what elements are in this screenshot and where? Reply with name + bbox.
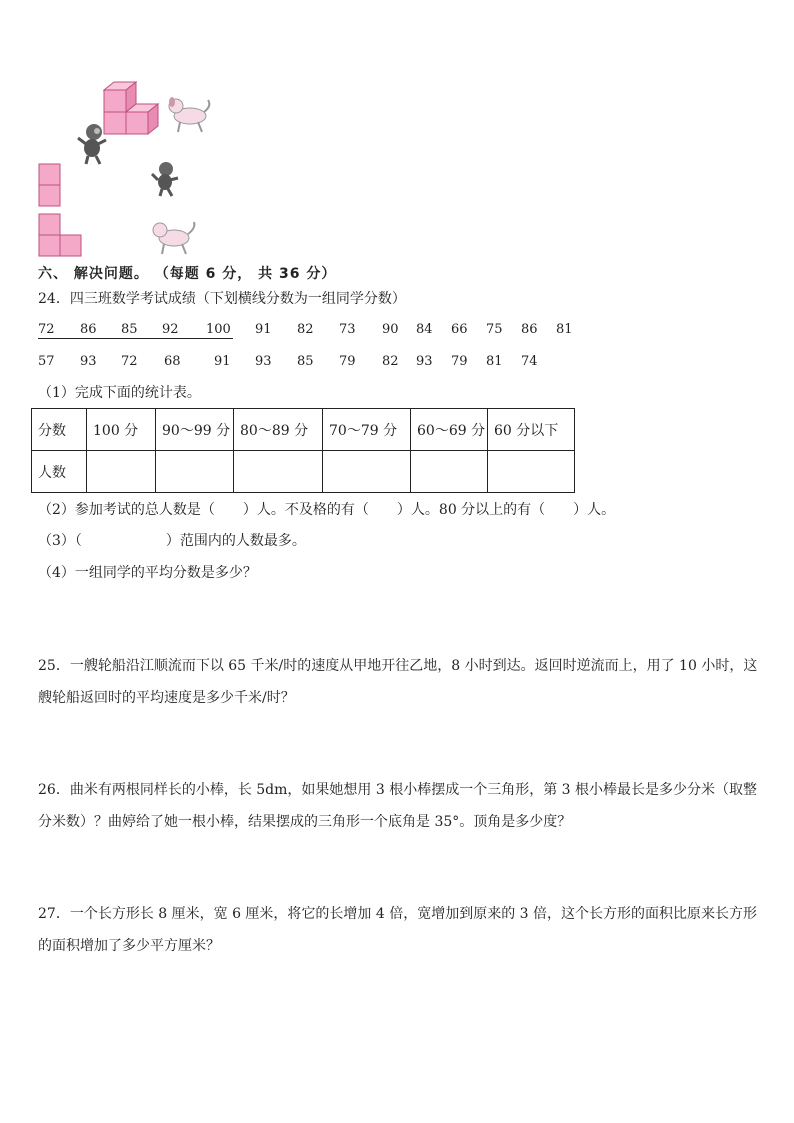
q24-sub4: （4）一组同学的平均分数是多少？ [38,565,257,581]
cube-figure [30,80,230,260]
score-cell: 91 [255,322,272,337]
score-cell: 93 [80,354,97,369]
answer-cell[interactable] [488,451,575,493]
group-underline [38,338,233,339]
score-cell: 82 [382,354,399,369]
view-option-a [39,164,60,206]
score-cell: 74 [521,354,538,369]
score-cell: 92 [162,322,179,337]
q24-sub1: （1）完成下面的统计表。 [38,385,201,401]
q24-sub2: （2）参加考试的总人数是（ ）人。不及格的有（ ）人。80 分以上的有（ ）人。 [38,502,616,518]
table-header-cell: 70～79 分 [323,409,411,451]
score-cell: 93 [255,354,272,369]
stats-table [31,408,575,493]
score-cell: 100 [206,322,231,337]
score-cell: 81 [556,322,573,337]
cube-stack [104,82,158,134]
monkey-icon [152,162,178,196]
score-cell: 66 [451,322,468,337]
score-cell: 90 [382,322,399,337]
view-option-b [39,214,81,256]
answer-cell[interactable] [234,451,323,493]
score-cell: 84 [416,322,433,337]
table-row [32,451,575,493]
answer-cell[interactable] [411,451,488,493]
score-cell: 86 [521,322,538,337]
score-cell: 85 [297,354,314,369]
q27-text: 27．一个长方形长 8 厘米，宽 6 厘米，将它的长增加 4 倍，宽增加到原来的 3 倍，这个长方形的面积比原来长方形的面积增加了多少平方厘米？ [38,906,758,954]
score-cell: 85 [121,322,138,337]
dog-icon [153,222,194,254]
table-header-cell: 60～69 分 [411,409,488,451]
score-cell: 81 [486,354,503,369]
q26-text: 26．曲米有两根同样长的小棒，长 5dm，如果她想用 3 根小棒摆成一个三角形，第 3 根小棒最长是多少分米（取整分米数）？曲婷给了她一根小棒，结果摆成的三角形一个底角是 35°。顶角是多少度？ [38,782,758,830]
score-cell: 75 [486,322,503,337]
score-cell: 72 [38,322,55,337]
answer-cell[interactable] [87,451,156,493]
monkey-icon [78,124,106,164]
table-header-cell: 100 分 [87,409,156,451]
section-heading: 六、 解决问题。 （每题 6 分， 共 36 分） [38,266,337,282]
score-cell: 79 [339,354,356,369]
table-header-cell: 90～99 分 [156,409,234,451]
q24-title: 24．四三班数学考试成绩（下划横线分数为一组同学分数） [38,291,406,307]
dog-icon [169,97,209,132]
score-cell: 82 [297,322,314,337]
score-cell: 93 [416,354,433,369]
score-cell: 73 [339,322,356,337]
q25-text: 25．一艘轮船沿江顺流而下以 65 千米/时的速度从甲地开往乙地，8 小时到达。返回时逆流而上，用了 10 小时，这艘轮船返回时的平均速度是多少千米/时？ [38,658,758,706]
table-row-label: 人数 [32,451,87,493]
table-row [32,409,575,451]
score-cell: 91 [214,354,231,369]
answer-cell[interactable] [156,451,234,493]
score-cell: 86 [80,322,97,337]
q24-sub3: （3）（ ）范围内的人数最多。 [38,533,306,549]
score-cell: 79 [451,354,468,369]
answer-cell[interactable] [323,451,411,493]
score-cell: 68 [164,354,181,369]
score-cell: 57 [38,354,55,369]
table-header-cell: 60 分以下 [488,409,575,451]
table-header-cell: 分数 [32,409,87,451]
score-cell: 72 [121,354,138,369]
table-header-cell: 80～89 分 [234,409,323,451]
